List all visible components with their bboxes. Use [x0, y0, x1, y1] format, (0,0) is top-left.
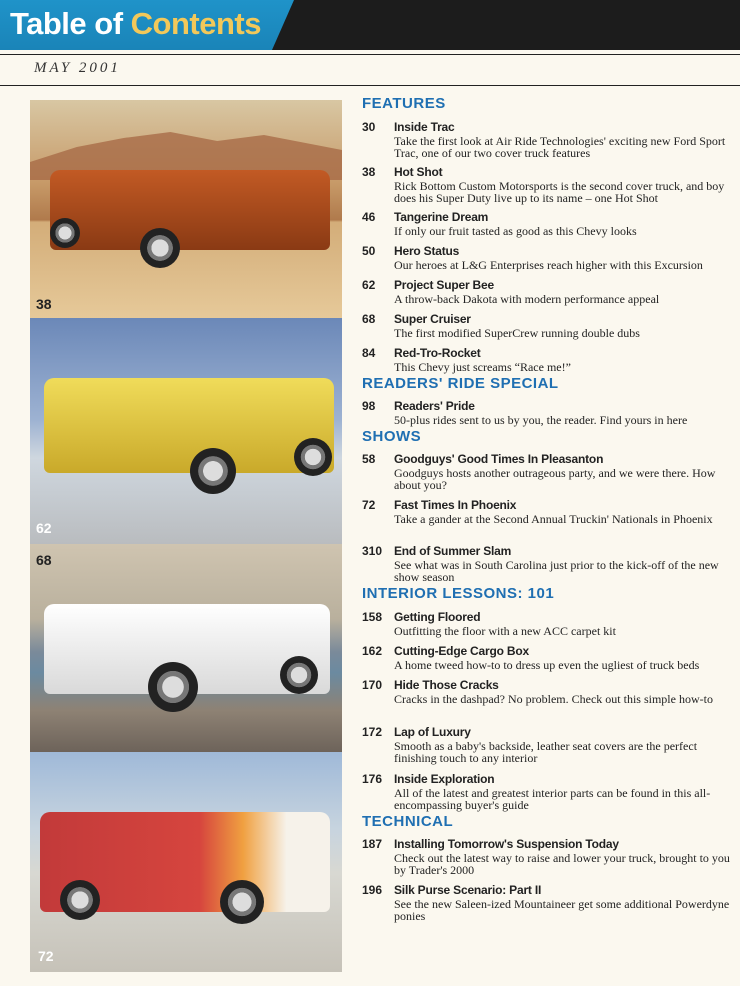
- page-number: 170: [362, 678, 383, 692]
- page-number: 84: [362, 346, 376, 360]
- toc-entry: [362, 210, 732, 238]
- toc-entry: [362, 346, 732, 374]
- toc-column: [362, 94, 732, 923]
- entry-description: See what was in South Carolina just prior to the kick-off of the new show season: [394, 558, 719, 584]
- wheel-shape: [140, 228, 180, 268]
- entry-description: Outfitting the floor with a new ACC carpet kit: [394, 624, 616, 638]
- photo-caption: 72: [38, 948, 54, 964]
- page-number: 38: [362, 165, 376, 179]
- page-number: 68: [362, 312, 376, 326]
- entry-title: Fast Times In Phoenix: [394, 498, 517, 512]
- photo-caption: 62: [36, 520, 52, 536]
- entry-title: Lap of Luxury: [394, 725, 471, 739]
- section-heading: INTERIOR LESSONS: 101: [362, 585, 555, 602]
- photo-caption: 68: [36, 552, 52, 568]
- toc-entry: [362, 883, 732, 923]
- page-title: [10, 6, 261, 42]
- toc-entry: [362, 244, 732, 272]
- entry-title: Hot Shot: [394, 165, 443, 179]
- wheel-shape: [294, 438, 332, 476]
- page-number: 158: [362, 610, 383, 624]
- wheel-shape: [280, 656, 318, 694]
- toc-entry: [362, 312, 732, 340]
- entry-title: Cutting-Edge Cargo Box: [394, 644, 529, 658]
- page-number: 72: [362, 498, 376, 512]
- page-number: 62: [362, 278, 376, 292]
- page-number: 196: [362, 883, 383, 897]
- entry-description: Check out the latest way to raise and lower your truck, brought to you by Trader's 2000: [394, 851, 730, 877]
- entry-description: If only our fruit tasted as good as this Chevy looks: [394, 224, 637, 238]
- toc-entry: [362, 544, 732, 584]
- entry-description: A home tweed how-to to dress up even the ugliest of truck beds: [394, 658, 700, 672]
- toc-entry: [362, 452, 732, 492]
- entry-title: Red-Tro-Rocket: [394, 346, 481, 360]
- toc-entry: [362, 644, 732, 672]
- title-part2: Contents: [130, 6, 261, 41]
- toc-entry: [362, 610, 732, 638]
- toc-entry: [362, 120, 732, 160]
- entry-description: This Chevy just screams “Race me!”: [394, 360, 571, 374]
- title-part1: Table of: [10, 6, 123, 41]
- entry-title: End of Summer Slam: [394, 544, 512, 558]
- wheel-shape: [220, 880, 264, 924]
- truck-shape: [44, 378, 334, 473]
- toc-entry: [362, 278, 732, 306]
- entry-title: Getting Floored: [394, 610, 481, 624]
- entry-description: Take a gander at the Second Annual Truckin' Nationals in Phoenix: [394, 512, 713, 526]
- entry-title: Super Cruiser: [394, 312, 471, 326]
- entry-description: Our heroes at L&G Enterprises reach higher with this Excursion: [394, 258, 703, 272]
- entry-description: Smooth as a baby's backside, leather seat covers are the perfect finishing touch to any interior: [394, 739, 698, 765]
- entry-description: See the new Saleen-ized Mountaineer get some additional Powerdyne ponies: [394, 897, 730, 923]
- toc-entry: [362, 498, 732, 534]
- entry-title: Inside Trac: [394, 120, 455, 134]
- entry-description: Take the first look at Air Ride Technologies' exciting new Ford Sport Trac, one of our two cover truck features: [394, 134, 726, 160]
- entry-description: A throw-back Dakota with modern performance appeal: [394, 292, 660, 306]
- entry-title: Goodguys' Good Times In Pleasanton: [394, 452, 604, 466]
- photo-hot-shot: [30, 100, 342, 318]
- toc-entry: [362, 837, 732, 877]
- toc-entry: [362, 399, 732, 427]
- photo-hero-status: [30, 752, 342, 972]
- page-number: 98: [362, 399, 376, 413]
- entry-title: Hero Status: [394, 244, 460, 258]
- entry-title: Readers' Pride: [394, 399, 475, 413]
- section-heading: SHOWS: [362, 428, 422, 445]
- wheel-shape: [148, 662, 198, 712]
- entry-description: Goodguys hosts another outrageous party, and we were there. How about you?: [394, 466, 716, 492]
- wheel-shape: [50, 218, 80, 248]
- photo-super-cruiser: [30, 544, 342, 752]
- section-heading: TECHNICAL: [362, 813, 454, 830]
- header-dark-band: [272, 0, 740, 50]
- photo-caption: 38: [36, 296, 52, 312]
- toc-entry: [362, 678, 732, 714]
- page-number: 172: [362, 725, 383, 739]
- entry-title: Hide Those Cracks: [394, 678, 499, 692]
- photo-column: [30, 100, 342, 972]
- page-number: 46: [362, 210, 376, 224]
- page-number: 50: [362, 244, 376, 258]
- page-number: 310: [362, 544, 383, 558]
- truck-shape: [50, 170, 330, 250]
- issue-date: MAY 2001: [34, 60, 121, 76]
- entry-description: 50-plus rides sent to us by you, the reader. Find yours in here: [394, 413, 688, 427]
- page-number: 187: [362, 837, 383, 851]
- entry-title: Installing Tomorrow's Suspension Today: [394, 837, 619, 851]
- wheel-shape: [60, 880, 100, 920]
- page-number: 30: [362, 120, 376, 134]
- page-number: 162: [362, 644, 383, 658]
- entry-title: Project Super Bee: [394, 278, 494, 292]
- toc-entry: [362, 725, 732, 765]
- wheel-shape: [190, 448, 236, 494]
- page-number: 58: [362, 452, 376, 466]
- page-number: 176: [362, 772, 383, 786]
- entry-description: Cracks in the dashpad? No problem. Check out this simple how-to: [394, 692, 713, 706]
- section-heading: READERS' RIDE SPECIAL: [362, 375, 559, 392]
- entry-title: Silk Purse Scenario: Part II: [394, 883, 542, 897]
- toc-entry: [362, 772, 732, 812]
- entry-title: Inside Exploration: [394, 772, 495, 786]
- toc-entry: [362, 165, 732, 205]
- entry-description: The first modified SuperCrew running double dubs: [394, 326, 640, 340]
- section-heading: FEATURES: [362, 95, 446, 112]
- entry-description: Rick Bottom Custom Motorsports is the second cover truck, and boy does his Super Duty live up to its name – one Hot Shot: [394, 179, 725, 205]
- entry-description: All of the latest and greatest interior parts can be found in this all-encompassing buyer's guide: [394, 786, 711, 812]
- entry-title: Tangerine Dream: [394, 210, 489, 224]
- photo-super-bee: [30, 318, 342, 544]
